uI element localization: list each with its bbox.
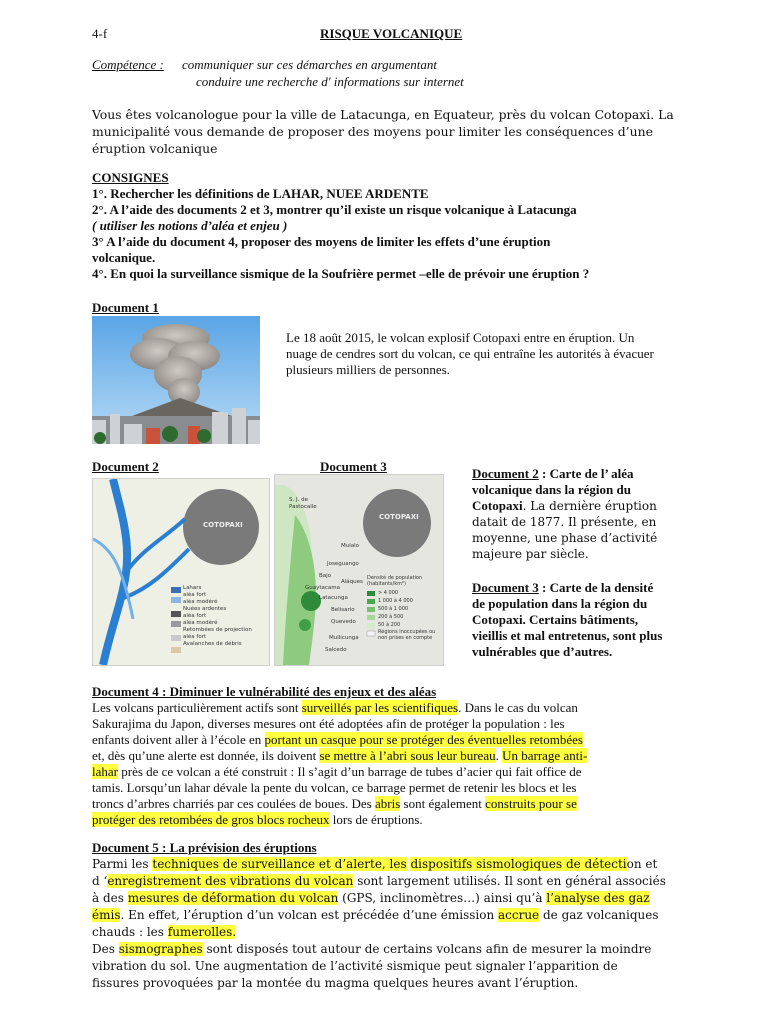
doc5-title: Document 5 : La prévision des éruptions: [92, 840, 317, 855]
doc1-text: [286, 330, 654, 378]
text-run: enfants doivent aller à l’école en: [92, 732, 265, 747]
text-run: et, dès qu’une alerte est donnée, ils doivent: [92, 748, 320, 763]
text-run: .: [495, 748, 503, 763]
legend-item: aléa fort: [183, 613, 207, 619]
consigne-3b: volcanique.: [92, 250, 156, 265]
competence-line-2: conduire une recherche d' informations sur internet: [196, 74, 464, 89]
text-run: chauds : les: [92, 925, 168, 939]
hazard-map: [92, 478, 270, 666]
text-run: vibration du sol. Une augmentation de l’activité sismique peut signaler l’apparition de: [92, 959, 618, 973]
map-label: COTOPAXI: [379, 513, 419, 521]
legend-item: > 4 000: [378, 590, 399, 596]
doc1-line: nuage de cendres sort du volcan, ce qui entraîne les autorités à évacuer: [286, 346, 654, 361]
consigne-3: 3° A l’aide du document 4, proposer des moyens de limiter les effets d’une éruption: [92, 234, 551, 249]
page-code: 4-f: [92, 26, 108, 41]
competence-label: Compétence :: [92, 57, 164, 72]
caption-line: Carte de l’ aléa: [549, 466, 634, 481]
highlight: construits pour se: [485, 796, 577, 811]
hazard-legend: [183, 585, 252, 648]
text-run: fissures provoquées par la montée du magma quelques heures avant l’éruption.: [92, 976, 579, 990]
legend-item: aléa fort: [183, 592, 207, 598]
doc5-text: [92, 856, 666, 992]
text-run: près de ce volcan a été construit : Il s’agit d’un barrage de tubes d’acier qui fait office de: [117, 764, 582, 779]
text-run: sont également: [400, 796, 486, 811]
highlight: enregistrement des vibrations du volcan: [107, 874, 354, 888]
place-name: Belisario: [331, 607, 355, 613]
highlight: se mettre à l’abri sous leur bureau: [319, 748, 496, 763]
place-name: Salcedo: [325, 647, 347, 653]
legend-item: 500 à 1 000: [378, 606, 409, 612]
legend-item: aléa modéré: [183, 620, 218, 626]
highlight: sismographes: [118, 942, 203, 956]
place-name: Guaytacama: [305, 585, 341, 591]
place-name: Joseguango: [327, 561, 359, 567]
eruption-photo: [92, 316, 260, 444]
map-label: COTOPAXI: [203, 521, 243, 529]
caption-line: vulnérables que d’autres.: [472, 644, 613, 659]
text-run: tamis. Lorsqu’un lahar dévale la pente du volcan, ce barrage permet de retenir les blocs et les: [92, 780, 577, 795]
legend-item: 50 à 200: [378, 622, 401, 628]
text-run: de gaz volcaniques: [539, 908, 659, 922]
legend-item: Nuées ardentes: [183, 606, 227, 612]
intro-line: municipalité vous demande de proposer des moyens pour limiter les conséquences d’une: [92, 124, 653, 139]
intro-line: Vous êtes volcanologue pour la ville de Latacunga, en Equateur, près du volcan Cotopaxi. La: [92, 107, 674, 122]
text-run: sont disposés tout autour de certains volcans afin de mesurer la moindre: [202, 942, 652, 956]
text-run: d ‘: [92, 874, 108, 888]
place-name: Mullicunga: [329, 635, 359, 641]
caption-line: moyenne, une phase d’activité: [472, 531, 658, 545]
doc1-title: Document 1: [92, 300, 159, 315]
text-run: . En effet, l’éruption d’un volcan est précédée d’une émission: [120, 908, 498, 922]
caption-line: Carte de la densité: [549, 580, 654, 595]
doc3-caption: Document 3 : Carte de la densité de population dans la région du Cotopaxi. Certains bâtiments, vieillis et mal entretenus, sont plus vulnérables que d’autres.: [472, 580, 742, 660]
highlight: émis: [92, 908, 121, 922]
intro-paragraph: [92, 106, 674, 157]
caption-line: volcanique dans la région du: [472, 482, 631, 497]
text-run: troncs d’arbres charriés par ces coulées de boues. Des: [92, 796, 375, 811]
place-name: S. J. de Pastocalle: [289, 497, 317, 510]
legend-item: Avalanches de débris: [183, 641, 242, 647]
density-map: [274, 474, 444, 666]
doc1-line: plusieurs milliers de personnes.: [286, 362, 450, 377]
highlight: fumerolles.: [167, 925, 237, 939]
highlight: surveillés par les scientifiques: [301, 700, 459, 715]
place-name: Latacunga: [319, 595, 348, 601]
density-legend: [367, 575, 441, 641]
legend-item: Régions inoccupées ou non prises en compte: [378, 629, 436, 641]
highlight: portant un casque pour se protéger des éventuelles retombées: [264, 732, 583, 747]
consigne-2: 2°. A l’aide des documents 2 et 3, montrer qu’il existe un risque volcanique à Latacunga: [92, 202, 577, 217]
highlight: l’analyse des gaz: [546, 891, 650, 905]
caption-title: Document 2: [472, 466, 539, 481]
highlight: dispositifs sismologiques de détecti: [410, 857, 627, 871]
consignes-title: CONSIGNES: [92, 170, 169, 185]
doc3-title: Document 3: [320, 459, 387, 474]
caption-line: . La dernière éruption: [522, 499, 657, 513]
text-run: Les volcans particulièrement actifs sont: [92, 700, 302, 715]
highlight: protéger des retombées de gros blocs rocheux: [92, 812, 330, 827]
legend-item: Retombées de projection: [183, 627, 252, 633]
highlight: Un barrage anti-: [502, 748, 588, 763]
caption-title: Document 3: [472, 580, 539, 595]
legend-item: Lahars: [183, 585, 202, 591]
place-name: Mulalo: [341, 543, 360, 549]
doc2-title: Document 2: [92, 459, 159, 474]
text-run: (GPS, inclinomètres…) ainsi qu’à: [338, 891, 547, 905]
highlight: techniques de surveillance et d’alerte, les: [152, 857, 407, 871]
text-run: sont largement utilisés. Il sont en général associés: [353, 874, 666, 888]
legend-item: 200 à 500: [378, 614, 404, 620]
caption-line: vieillis et mal entretenus, sont plus: [472, 628, 663, 643]
legend-item: 1 000 à 4 000: [378, 598, 413, 604]
caption-line: de population dans la région du: [472, 596, 648, 611]
intro-line: éruption volcanique: [92, 141, 218, 156]
text-run: Parmi les: [92, 857, 153, 871]
caption-line: majeure par siècle.: [472, 547, 589, 561]
doc4-title: Document 4 : Diminuer le vulnérabilité des enjeux et des aléas: [92, 684, 437, 699]
text-run: . Dans le cas du volcan: [458, 700, 578, 715]
text-run: à des: [92, 891, 128, 905]
doc1-line: Le 18 août 2015, le volcan explosif Cotopaxi entre en éruption. Un: [286, 330, 635, 345]
consignes: [92, 170, 589, 282]
highlight: abris: [375, 796, 401, 811]
highlight: mesures de déformation du volcan: [127, 891, 339, 905]
consigne-1: 1°. Rechercher les définitions de LAHAR, NUEE ARDENTE: [92, 186, 429, 201]
highlight: lahar: [92, 764, 118, 779]
consigne-4: 4°. En quoi la surveillance sismique de la Soufrière permet –elle de prévoir une éruption ?: [92, 266, 590, 281]
consigne-2b: ( utiliser les notions d’aléa et enjeu ): [92, 218, 288, 233]
caption-line: Cotopaxi. Certains bâtiments,: [472, 612, 639, 627]
text-run: Des: [92, 942, 119, 956]
legend-item: aléa modéré: [183, 599, 218, 605]
highlight: accrue: [498, 908, 540, 922]
text-run: on et: [626, 857, 658, 871]
doc4-text: [92, 700, 587, 828]
legend-title: Densité de population (habitants/km²): [367, 575, 423, 587]
text-run: Sakurajima du Japon, diverses mesures ont été adoptées afin de protéger la population : les: [92, 716, 565, 731]
doc2-caption: Document 2 : Carte de l’ aléa volcanique dans la région du Cotopaxi. La dernière éruption datait de 1877. Il présente, en moyenne, une phase d’activité majeure par siècle.: [472, 466, 742, 562]
legend-item: aléa fort: [183, 634, 207, 640]
page-title: RISQUE VOLCANIQUE: [320, 26, 463, 41]
competence-line-1: communiquer sur ces démarches en argumentant: [182, 57, 438, 72]
place-name: Quevedo: [331, 619, 356, 625]
place-name: Aláques: [341, 579, 363, 585]
caption-line: Cotopaxi: [472, 498, 523, 513]
caption-line: datait de 1877. Il présente, en: [472, 515, 657, 529]
place-name: Bajo: [319, 573, 332, 579]
text-run: lors de éruptions.: [329, 812, 423, 827]
